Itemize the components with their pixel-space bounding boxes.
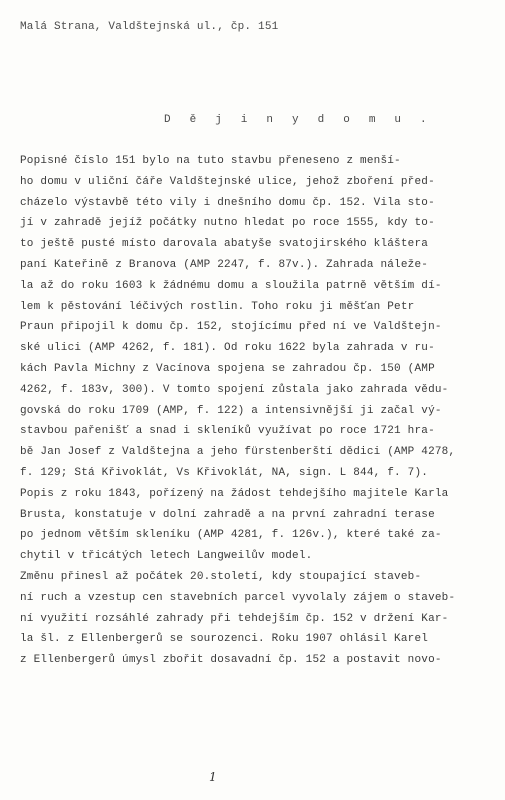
text-line: ské ulici (AMP 4262, f. 181). Od roku 1622 byla zahrada v ru-	[20, 342, 435, 355]
text-line: Popisné číslo 151 bylo na tuto stavbu přeneseno z menší-	[20, 155, 401, 167]
text-line: chytil v třicátých letech Langweilův model.	[20, 550, 313, 563]
page-number: 1	[209, 770, 217, 784]
text-line: ho domu v uliční čáře Valdštejnské ulice, jehož zboření před-	[20, 175, 435, 188]
text-line: po jednom větším skleníku (AMP 4281, f. 126v.), které také za-	[20, 529, 442, 542]
page-header: Malá Strana, Valdštejnská ul., čp. 151	[20, 21, 279, 33]
text-line: f. 129; Stá Křivoklát, Vs Křivoklát, NA, sign. L 844, f. 7).	[20, 466, 429, 479]
text-line: cházelo výstavbě této vily i dnešního domu čp. 152. Vila sto-	[20, 196, 435, 209]
text-line: ní využití rozsáhlé zahrady při tehdejším čp. 152 v držení Kar-	[20, 612, 449, 625]
text-line: kách Pavla Michny z Vacínova spojena se zahradou čp. 150 (AMP	[20, 362, 435, 375]
text-line: ní ruch a vzestup cen stavebních parcel vyvolaly zájem o staveb-	[20, 591, 456, 604]
text-line: bě Jan Josef z Valdštejna a jeho fürstenberští dědici (AMP 4278,	[20, 446, 456, 459]
text-line: 4262, f. 183v, 300). V tomto spojení zůstala jako zahrada vědu-	[20, 383, 449, 396]
text-line: lem k pěstování léčivých rostlin. Toho roku ji měšťan Petr	[20, 300, 415, 313]
text-line: jí v zahradě jejíž počátky nutno hledat po roce 1555, kdy to-	[20, 217, 435, 230]
text-line: govská do roku 1709 (AMP, f. 122) a intensivnější ji začal vý-	[20, 404, 442, 417]
page-title: D ě j i n y d o m u .	[164, 114, 433, 126]
body-text	[20, 151, 490, 671]
text-line: Brusta, konstatuje v dolní zahradě a na první zahradní terase	[20, 508, 435, 521]
text-line: paní Kateřině z Branova (AMP 2247, f. 87v.). Zahrada náleže-	[20, 258, 429, 271]
text-line: z Ellenbergerů úmysl zbořit dosavadní čp. 152 a postavit novo-	[20, 654, 442, 667]
text-line: stavbou pařenišť a snad i skleníků využívat po roce 1721 hra-	[20, 425, 435, 438]
text-line: Změnu přinesl až počátek 20.století, kdy stoupající staveb-	[20, 570, 422, 583]
text-line: la až do roku 1603 k žádnému domu a sloužila patrně větším dí-	[20, 279, 442, 292]
text-line: to ještě pusté místo darovala abatyše svatojirského kláštera	[20, 238, 429, 251]
text-line: Popis z roku 1843, pořízený na žádost tehdejšího majitele Karla	[20, 487, 449, 500]
text-line: Praun připojil k domu čp. 152, stojícímu před ní ve Valdštejn-	[20, 321, 442, 334]
text-line: la šl. z Ellenbergerů se sourozenci. Roku 1907 ohlásil Karel	[20, 633, 429, 646]
